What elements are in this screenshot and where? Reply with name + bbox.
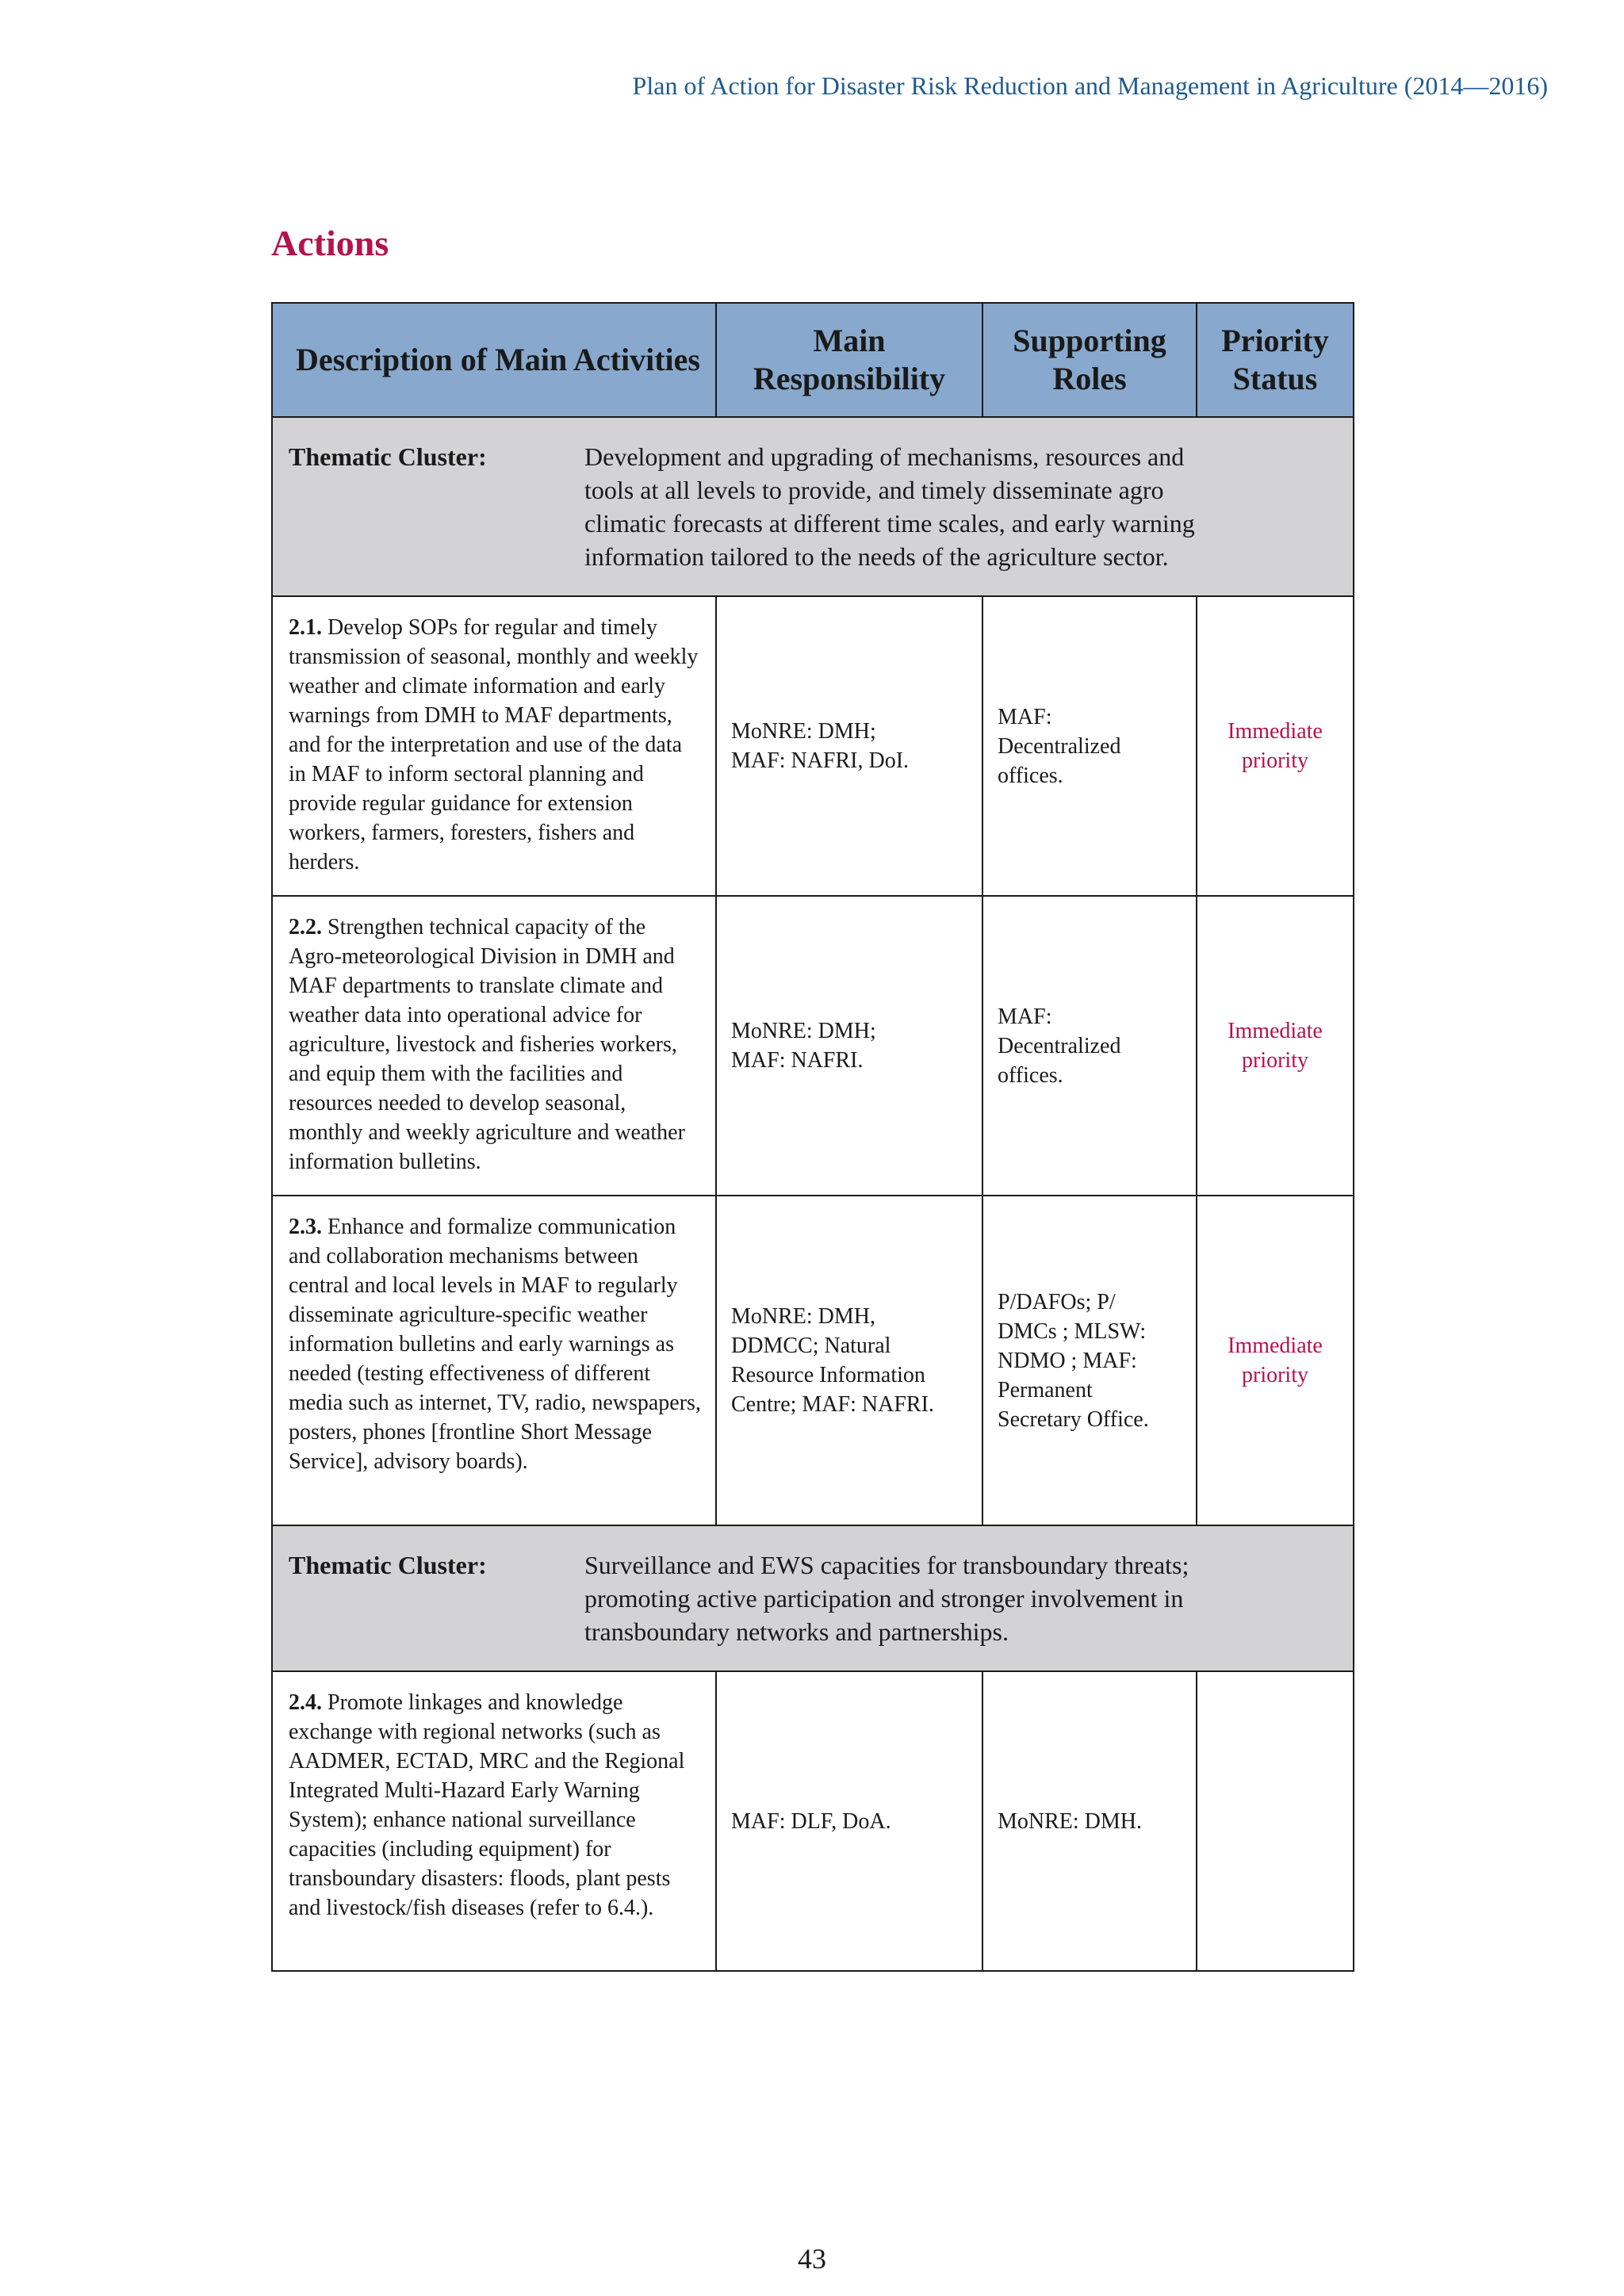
main-responsibility-cell: MoNRE: DMH; MAF: NAFRI. [716,896,982,1196]
actions-table [271,302,1354,1972]
supporting-roles-cell: MAF: Decentralized offices. [982,596,1197,896]
cluster-text: Development and upgrading of mechanisms, resources and tools at all levels to provide, and timely disseminate agro climatic forecasts at different time scales, and early warning information tailored to the needs of the agriculture sector. [584,442,1195,571]
activity-number: 2.4. [289,1690,322,1715]
table-header-row [272,303,1354,417]
main-responsibility-cell: MoNRE: DMH; MAF: NAFRI, DoI. [716,596,982,896]
activity-row [272,1196,1354,1525]
activity-row [272,896,1354,1196]
header-priority-status: Priority Status [1197,303,1354,417]
main-responsibility-cell: MoNRE: DMH, DDMCC; Natural Resource Information Centre; MAF: NAFRI. [716,1196,982,1525]
cluster-label: Thematic Cluster: [289,442,487,471]
activity-description: 2.2. Strengthen technical capacity of the Agro-meteorological Division in DMH and MAF departments to translate climate and weather data into operational advice for agriculture, livestock and fisheries workers, and equip them with the facilities and resources needed to develop seasonal, monthly and weekly agriculture and weather information bulletins. [272,896,716,1196]
header-supporting-roles: Supporting Roles [982,303,1197,417]
supporting-roles-cell: P/DAFOs; P/ DMCs ; MLSW: NDMO ; MAF: Permanent Secretary Office. [982,1196,1197,1525]
priority-status-cell: Immediate priority [1197,1196,1354,1525]
activity-number: 2.3. [289,1215,322,1239]
priority-status-cell: Immediate priority [1197,596,1354,896]
activity-number: 2.2. [289,915,322,939]
cluster-label: Thematic Cluster: [289,1551,487,1579]
thematic-cluster-row [272,1525,1354,1671]
activity-description: 2.4. Promote linkages and knowledge exchange with regional networks (such as AADMER, ECTAD, MRC and the Regional Integrated Multi-Hazard Early Warning System); enhance national surveillance capacities (including equipment) for transboundary disasters: floods, plant pests and livestock/fish diseases (refer to 6.4.). [272,1671,716,1971]
priority-status-cell [1197,1671,1354,1971]
activity-description: 2.3. Enhance and formalize communication and collaboration mechanisms between central and local levels in MAF to regularly disseminate agriculture-specific weather information bulletins and early warnings as needed (testing effectiveness of different media such as internet, TV, radio, newspapers, posters, phones [frontline Short Message Service], advisory boards). [272,1196,716,1525]
section-title: Actions [271,223,389,263]
activity-row [272,596,1354,896]
header-main-responsibility: Main Responsibility [716,303,982,417]
priority-status-cell: Immediate priority [1197,896,1354,1196]
activity-number: 2.1. [289,615,322,640]
running-header: Plan of Action for Disaster Risk Reduction and Management in Agriculture (2014—2016) [632,71,1548,100]
activity-row [272,1671,1354,1971]
page-number: 43 [798,2243,826,2275]
main-responsibility-cell: MAF: DLF, DoA. [716,1671,982,1971]
supporting-roles-cell: MoNRE: DMH. [982,1671,1197,1971]
activity-description: 2.1. Develop SOPs for regular and timely transmission of seasonal, monthly and weekly weather and climate information and early warnings from DMH to MAF departments, and for the interpretation and use of the data in MAF to inform sectoral planning and provide regular guidance for extension workers, farmers, foresters, fishers and herders. [272,596,716,896]
thematic-cluster-row [272,417,1354,596]
header-description: Description of Main Activities [272,303,716,417]
cluster-text: Surveillance and EWS capacities for transboundary threats; promoting active participation and stronger involvement in transboundary networks and partnerships. [584,1551,1189,1646]
supporting-roles-cell: MAF: Decentralized offices. [982,896,1197,1196]
